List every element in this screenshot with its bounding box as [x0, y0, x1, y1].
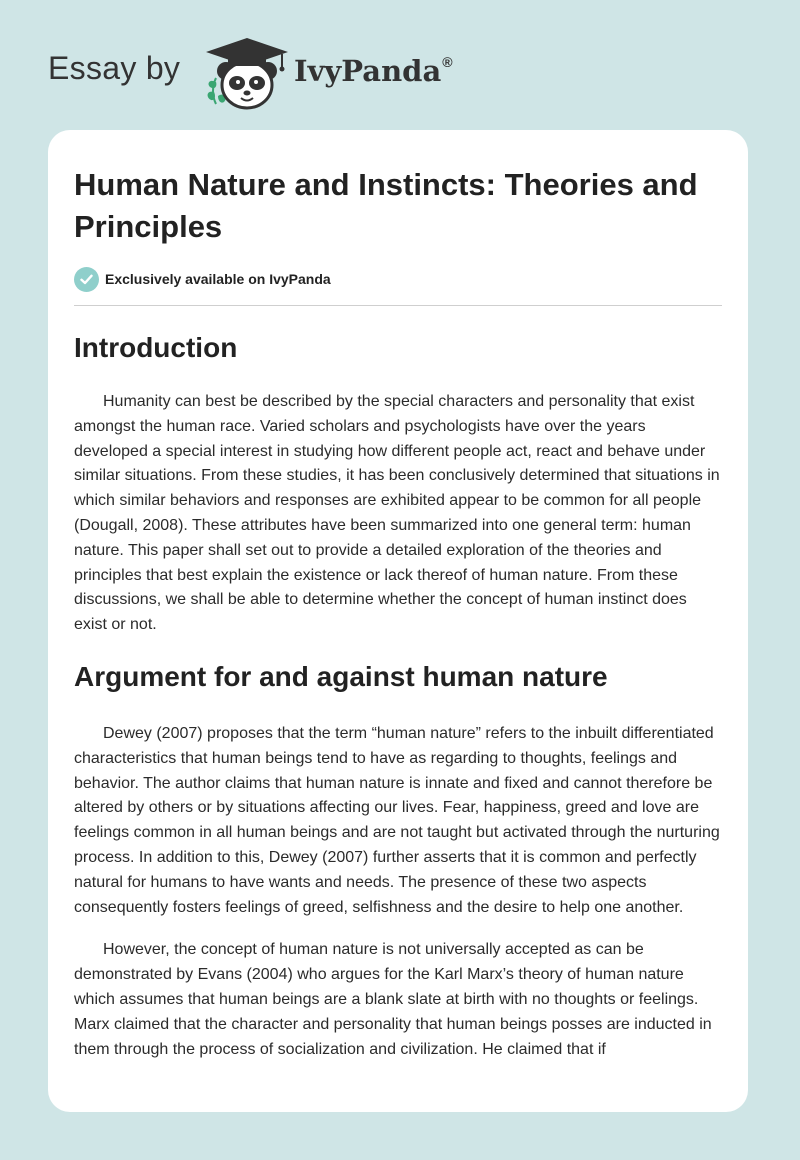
site-header	[48, 30, 568, 120]
paragraph-argument-1: Dewey (2007) proposes that the term “human nature” refers to the inbuilt differentiated characteristics that human beings tend to have as regarding to thoughts, feelings and behavior. The author claims that human nature is innate and fixed and cannot therefore be altered by others or by situations affecting our lives. Fear, happiness, greed and love are feelings common in all human beings and are not taught but activated through the nurturing process. In addition to this, Dewey (2007) further asserts that it is common and perfectly natural for humans to have wants and needs. The presence of these two aspects consequently fosters feelings of greed, selfishness and the desire to help one another.	[74, 724, 720, 916]
brand-name[interactable]	[294, 54, 453, 88]
check-icon	[74, 267, 99, 292]
section-heading-introduction: Introduction	[74, 332, 238, 363]
section-heading-argument: Argument for and against human nature	[74, 660, 608, 692]
article-title: Human Nature and Instincts: Theories and Principles	[74, 167, 698, 244]
essay-by-label: Essay by	[48, 50, 181, 86]
divider	[74, 305, 722, 306]
paragraph-argument-2: However, the concept of human nature is not universally accepted as can be demonstrated by Evans (2004) who argues for the Karl Marx’s theory of human nature which assumes that human beings are a blank slate at birth with no thoughts or feelings. Marx claimed that the character and personality that human beings posses are inducted in them through the process of socialization and civilization. He claimed that if	[74, 941, 712, 1058]
exclusive-badge	[74, 266, 722, 292]
ivypanda-logo-icon[interactable]	[202, 34, 292, 114]
exclusive-label: Exclusively available on IvyPanda	[105, 271, 331, 287]
article-content	[74, 164, 722, 1062]
paragraph-introduction: Humanity can best be described by the special characters and personality that exist amongst the human race. Varied scholars and psychologists have over the years developed a special interest in studying how different people act, react and behave under similar situations. From these studies, it has been conclusively determined that situations in which similar behaviors and responses are exhibited appear to be common for all people (Dougall, 2008). These attributes have been summarized into one general term: human nature. This paper shall set out to provide a detailed exploration of the theories and principles that best explain the existence or lack thereof of human nature. From these discussions, we shall be able to determine whether the concept of human instinct does exist or not.	[74, 393, 720, 634]
registered-mark: ®	[442, 54, 453, 70]
brand-text: IvyPanda	[294, 54, 442, 88]
article-card	[48, 130, 748, 1112]
